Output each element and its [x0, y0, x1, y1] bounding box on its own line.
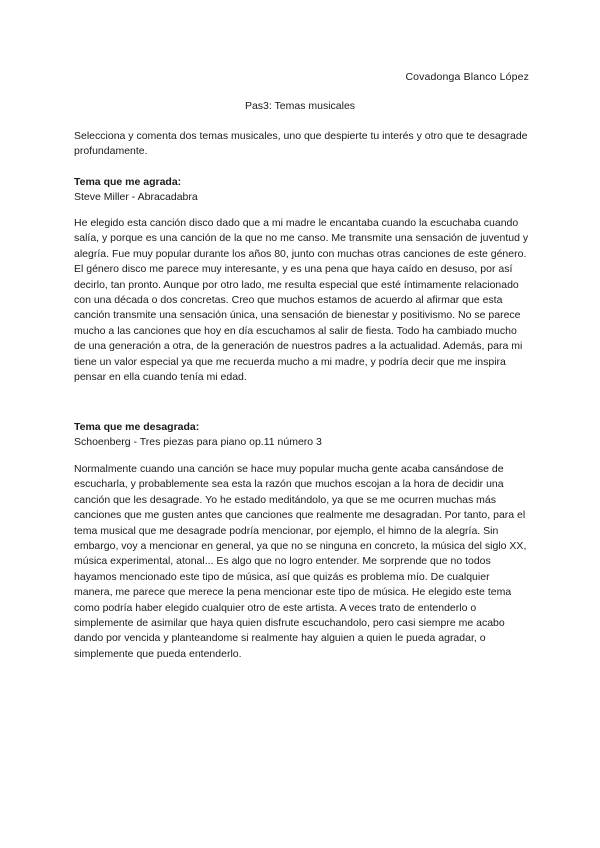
intro-section: [74, 129, 530, 160]
liked-section-body: [74, 216, 530, 385]
disliked-heading: Tema que me desagrada:: [74, 421, 200, 433]
liked-heading: Tema que me agrada:: [74, 176, 182, 188]
disliked-section-body: [74, 462, 530, 662]
liked-song-title: Steve Miller - Abracadabra: [74, 191, 198, 203]
disliked-paragraph: Normalmente cuando una canción se hace muy popular mucha gente acaba cansándose de escucharla, y probablemente sea esta la razón que muchos escojan a la hora de decidir una canción que les desagrade. Yo he estado meditándolo, ya que se me ocurren muchas más canciones que me gusten antes que canciones que realmente me desagradan. Por tanto, para el tema musical que me desagrade podría mencionar, por ejemplo, el himno de la alegría. Sin embargo, voy a mencionar en general, ya que no se ninguna en concreto, la música del siglo XX, música experimental, atonal... Es algo que no logro entender. Me sorprende que no todos hayamos mencionado este tipo de música, así que quizás es problema mío. De cualquier manera, me parece que merece la pena mencionar este tipo de música. He elegido este tema como podría haber elegido cualquier otro de este artista. A veces trato de entenderlo o simplemente de asimilar que haya quien disfrute escuchandolo, pero casi siempre me acabo dando por vencida y planteandome si realmente hay alguien a quien le pueda agradar, o simplemente que pueda entenderlo.: [74, 463, 527, 660]
page-title: Pas3: Temas musicales: [244, 100, 356, 112]
liked-section-header: [74, 175, 530, 205]
intro-paragraph: Selecciona y comenta dos temas musicales, uno que despierte tu interés y otro que te desagrade profundamente.: [74, 130, 528, 158]
disliked-song-title: Schoenberg - Tres piezas para piano op.11 número 3: [74, 436, 322, 448]
disliked-section-header: [74, 420, 530, 450]
author-name: Covadonga Blanco López: [405, 71, 529, 83]
liked-paragraph: He elegido esta canción disco dado que a mi madre le encantaba cuando la escuchaba cuando salía, y porque es una canción de la que no me canso. Me transmite una sensación de juventud y alegría. Fue muy popular durante los años 80, junto con muchas otras canciones de este género. El género disco me parece muy interesante, y es una pena que haya caído en desuso, por así decirlo, tan pronto. Aunque por otro lado, me resulta especial que esté íntimamente relacionado con una década o dos concretas. Creo que muchos estamos de acuerdo al afirmar que esta canción transmite una sensación única, una sensación de bienestar y positivismo. No se parece mucho a las canciones que hoy en día escuchamos al salir de fiesta. Todo ha cambiado mucho de una generación a otra, de la generación de nuestros padres a la actualidad. Además, para mi tiene un valor especial ya que me recuerda mucho a mi madre, y podría decir que me inspira pensar en ella cuando tenía mi edad.: [74, 217, 529, 384]
